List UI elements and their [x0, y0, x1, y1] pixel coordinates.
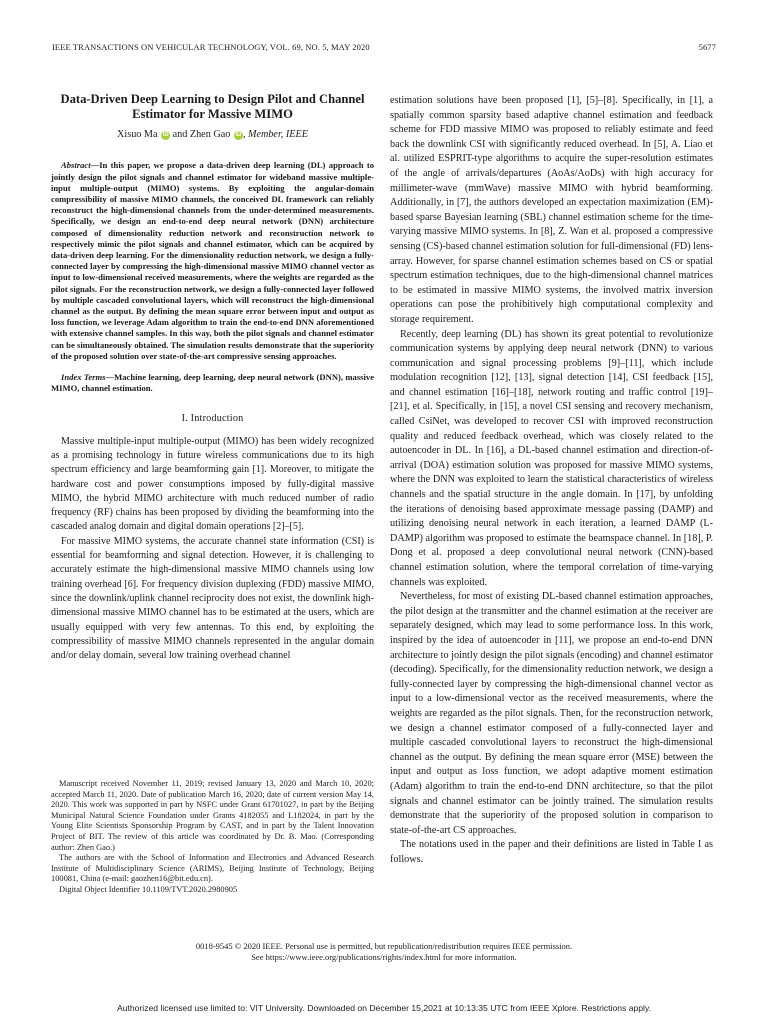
- page-number: 5677: [698, 42, 716, 52]
- author-line: [51, 128, 374, 142]
- body-paragraph: estimation solutions have been proposed [1], [5]–[8]. Specifically, in [1], a spatially common sparsity based adaptive channel estimation and feedback scheme for FDD massive MIMO was proposed to reliably estimate and feed back the downlink CSI with significantly reduced overhead. In [5], A. Liao et al. utilized ESPRIT-type algorithms to acquire the super-resolution estimates of the angle of arrivals/departures (AoAs/AoDs) with high accuracy for millimeter-wave (mmWave) massive MIMO with hybrid beamforming. Additionally, in [7], the authors developed an expectation maximization (EM)-based sparse Bayesian learning (SBL) channel estimation scheme for the time-varying massive MIMO systems. In [8], Z. Wan et al. proposed a compressive sensing (CS)-based channel estimation solution for full-dimensional (FD) lens-array. However, for sparse channel estimation schemes based on CS or spatial spectrum estimation techniques, due to the high-dimensional channel matrices to be estimated in massive MIMO systems, the involved matrix inversion operations can pose the prohibitively high computational complexity and storage requirement.: [390, 95, 713, 325]
- author-role: , Member, IEEE: [242, 129, 308, 140]
- index-terms: [51, 372, 374, 394]
- footnote-doi: Digital Object Identifier 10.1109/TVT.2020.2980905: [59, 884, 238, 894]
- body-paragraph: The notations used in the paper and their definitions are listed in Table I as follows.: [390, 839, 713, 865]
- author-name-1: Xisuo Ma: [117, 129, 158, 140]
- left-column: [51, 92, 374, 663]
- running-header: IEEE TRANSACTIONS ON VEHICULAR TECHNOLOGY, VOL. 69, NO. 5, MAY 2020: [52, 42, 370, 52]
- body-paragraph: Massive multiple-input multiple-output (MIMO) has been widely recognized as a promising technology in future wireless communications due to its high spectrum efficiency and large beamforming gain [1]. Moreover, to mitigate the hardware cost and power consumptions imposed by fully-digital massive MIMO, the hybrid MIMO architecture with much reduced number of radio frequency (RF) chains has been proposed by dividing the beamforming into the cascaded analog domain and digital domain operations [2]–[5].: [51, 435, 374, 533]
- footnotes: [51, 779, 374, 896]
- license-footer: Authorized licensed use limited to: VIT University. Downloaded on December 15,2021 at 10:13:35 UTC from IEEE Xplore. Restrictions apply.: [116, 1003, 652, 1013]
- body-paragraph: For massive MIMO systems, the accurate channel state information (CSI) is essential for beamforming and signal detection. However, it is challenging to accurately estimate the high-dimensional massive MIMO channels using low training overhead [6]. For frequency division duplexing (FDD) massive MIMO, since the downlink/uplink channel reciprocity does not exist, the downlink high-dimensional massive MIMO channel has to be estimated at the users, which are usually equipped with very few antennas. To this end, by exploiting the compressibility of massive MIMO channels represented in the angular domain and/or delay domain, several low training overhead channel: [51, 535, 374, 662]
- paper-title: Data-Driven Deep Learning to Design Pilot and Channel Estimator for Massive MIMO: [60, 92, 365, 121]
- copyright-notice: [0, 941, 768, 963]
- body-paragraph: Recently, deep learning (DL) has shown its great potential to revolutionize communication systems by applying deep neural network (DNN) to various communication and signal processing problems [9]–[11], which include modulation recognition [12], [13], signal detection [14], CSI feedback [15], and channel estimation [16]–[18], network routing and traffic control [19]–[21], et al. Specifically, in [15], a novel CSI sensing and recovery mechanism, called CsiNet, was developed to recover CSI with improved reconstruction quality and reduced feedback overhead, which was closely related to the autoencoder in DL. In [16], a DL-based channel estimation and direction-of-arrival (DOA) estimation solution was proposed for massive MIMO systems, where the DNN was exploited to learn the statistical characteristics of wireless channels and the spatial structure in the angle domain. In [17], by unfolding the iterations of denoising based approximate message passing (DAMP) and utilizing denoising neural network in each iteration, a learned DAMP (L-DAMP) algorithm was proposed to estimate the beamspace channel. In [18], P. Dong et al. proposed a deep convolutional neural network (CNN)-based channel estimation solution, where the temporal correlation of time-varying channels was exploited.: [390, 328, 713, 588]
- copyright-line-1: 0018-9545 © 2020 IEEE. Personal use is permitted, but republication/redistribution requires IEEE permission.: [195, 941, 573, 951]
- right-column: [390, 94, 713, 867]
- index-terms-label: Index Terms: [61, 371, 106, 382]
- body-paragraph: Nevertheless, for most of existing DL-based channel estimation approaches, the pilot design at the transmitter and the channel estimation at the receiver are separately designed, which may lead to some performance loss. In this work, inspired by the idea of autoencoder in [11], we propose an end-to-end DNN architecture to jointly design the pilot signals (encoding) and channel estimator (decoding). Specifically, for the dimensionality reduction network, we design a fully-connected layer by compressing the high-dimensional channel vector as input to a low-dimensional vector as the received measurements, where the weights are regarded as the pilot signals. Then, for the reconstruction network, we design a channel estimator composed of a fully-connected layer and multiple cascaded convolutional layers to reconstruct the high-dimensional channel as the output. By defining the mean square error (MSE) between the input and output as loss function, we adopt adaptive moment estimation (Adam) algorithm to train the end-to-end DNN architecture, so that the pilot signals and channel estimator can be jointly trained. The simulation results demonstrate that the superiority of the proposed solution in comparison to state-of-the-art CS approaches.: [390, 591, 713, 836]
- footnote-affiliation: The authors are with the School of Information and Electronics and Advanced Research Institute of Multidisciplinary Science (ARIMS), Beijing Institute of Technology, Beijing 100081, China (e-mail: gaozhen16@bit.edu.cn).: [51, 853, 374, 884]
- abstract: [51, 160, 374, 362]
- index-terms-text: —Machine learning, deep learning, deep neural network (DNN), massive MIMO, channel estimation.: [51, 371, 375, 394]
- footnote-manuscript: Manuscript received November 11, 2019; revised January 13, 2020 and March 10, 2020; accepted March 11, 2020. Date of publication March 16, 2020; date of current version May 14, 2020. This work was supported in part by NSFC under Grant 61701027, in part by the Beijing Municipal Natural Science Foundation under Grants 4182055 and L182024, in part by the Young Elite Scientists Sponsorship Program by CAST, and in part by the Talent Innovation Project of BIT. The review of this article was coordinated by Dr. B. Mao. (Corresponding author: Zhen Gao.): [51, 779, 374, 852]
- section-heading: I. Introduction: [181, 413, 244, 425]
- abstract-text: —In this paper, we propose a data-driven deep learning (DL) approach to jointly design the pilot signals and channel estimator for wideband massive multiple-input multiple-output (MIMO) systems. By exploiting the angular-domain compressibility of massive MIMO channels, the conceived DL framework can reliably reconstruct the high-dimensional channels from the under-determined measurements. Specifically, we design an end-to-end deep neural network (DNN) architecture composed of dimensionality reduction network and reconstruction network to respectively mimic the pilot signals and channel estimator, which can be acquired by data-driven deep learning. For the dimensionality reduction network, we design a fully-connected layer by compressing the high-dimensional massive MIMO channel vector as input to low-dimensional received measurements, where the weights are regarded as the pilot signals. For the reconstruction network, we design a fully-connected layer followed by multiple cascaded convolutional layers, which will reconstruct the high-dimensional channel as the output. By defining the mean square error between input and output as loss function, we leverage Adam algorithm to train the end-to-end DNN aforementioned with extensive channel samples. In this way, both the pilot signals and channel estimator can be simultaneously obtained. The simulation results demonstrate that the superiority of the proposed solution over state-of-the-art compressive sensing approaches.: [51, 160, 374, 361]
- author-name-2: and Zhen Gao: [170, 129, 231, 140]
- copyright-line-2: See https://www.ieee.org/publications/rights/index.html for more information.: [251, 952, 517, 962]
- orcid-icon[interactable]: iD: [235, 132, 242, 138]
- abstract-label: Abstract: [61, 160, 91, 171]
- orcid-icon[interactable]: iD: [162, 132, 169, 138]
